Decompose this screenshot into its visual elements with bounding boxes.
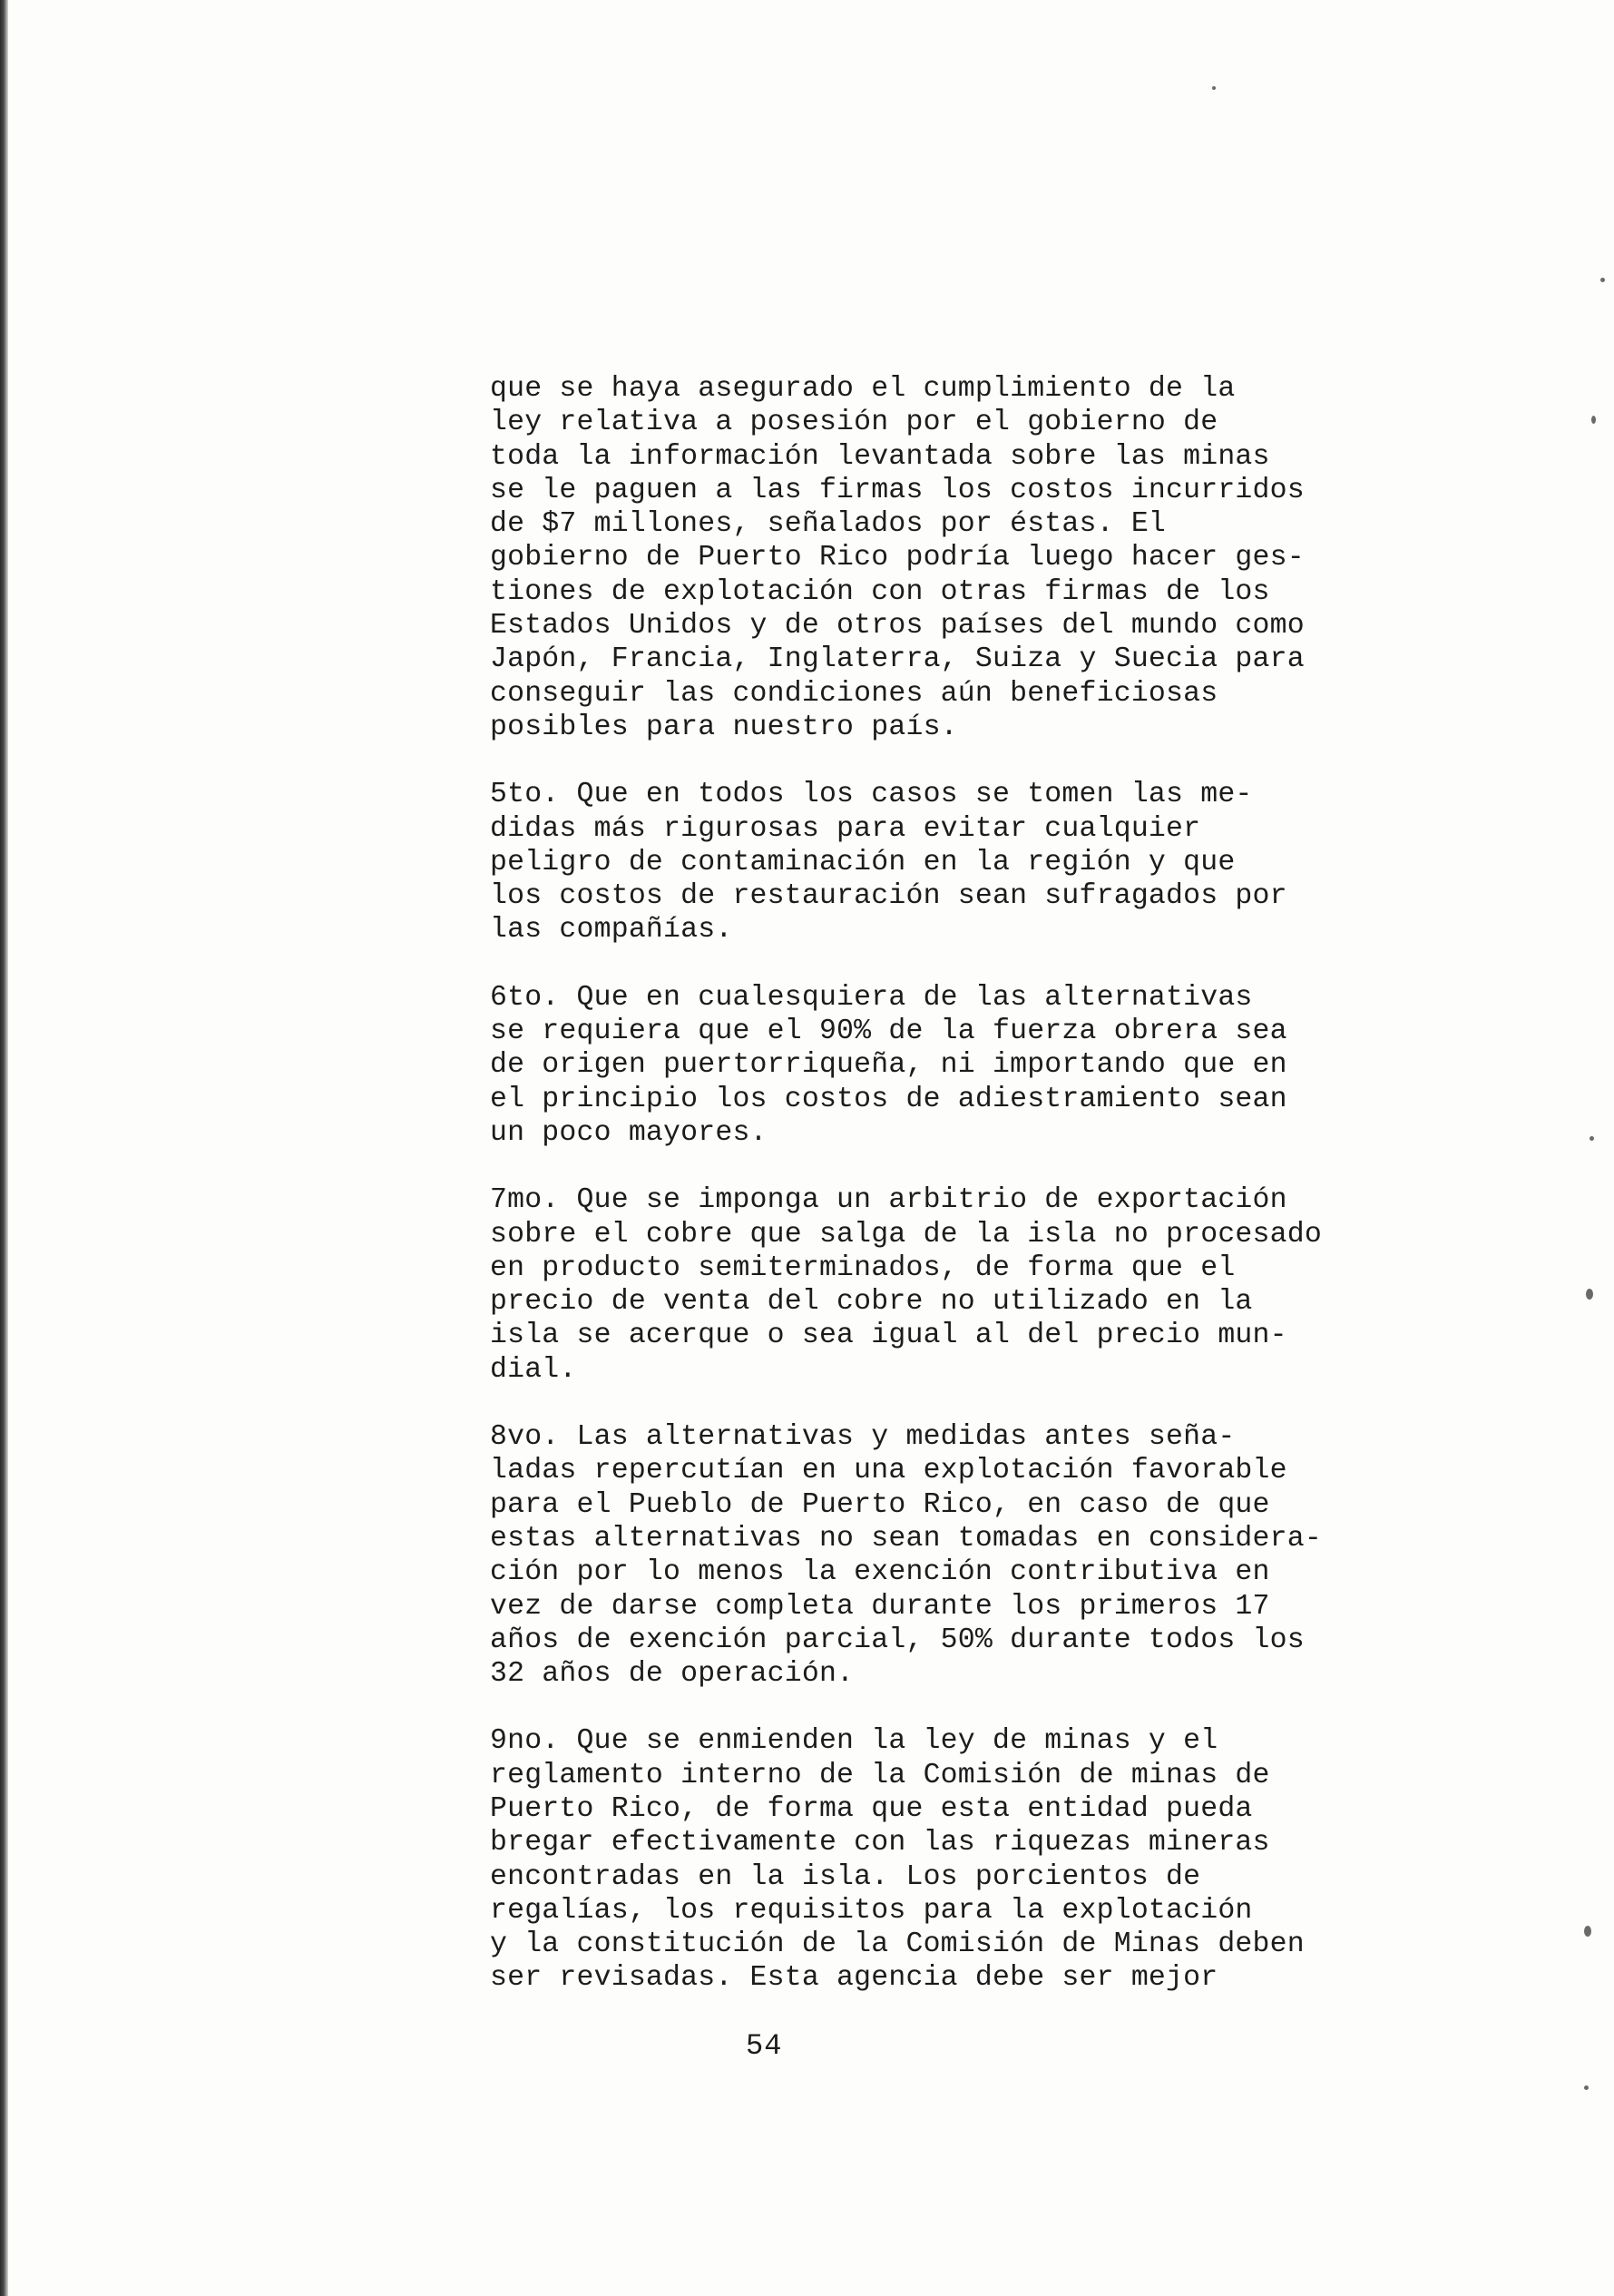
scan-speck — [1212, 86, 1216, 90]
text-line: las compañías. — [490, 914, 733, 947]
text-line: estas alternativas no sean tomadas en considera- — [490, 1522, 1322, 1555]
text-line: precio de venta del cobre no utilizado en la — [490, 1286, 1253, 1319]
paragraph — [490, 1183, 1325, 1387]
text-line: bregar efectivamente con las riquezas mineras — [490, 1827, 1270, 1859]
text-line: Japón, Francia, Inglaterra, Suiza y Suecia para — [490, 643, 1305, 676]
text-line: el principio los costos de adiestramiento sean — [490, 1083, 1287, 1115]
text-line: regalías, los requisitos para la explotación — [490, 1894, 1253, 1927]
text-line: 8vo. Las alternativas y medidas antes seña- — [490, 1421, 1236, 1454]
text-line: y la constitución de la Comisión de Minas deben — [490, 1928, 1305, 1961]
text-line: posibles para nuestro país. — [490, 711, 958, 743]
text-line: encontradas en la isla. Los porcientos de — [490, 1860, 1201, 1893]
scan-speck — [1600, 278, 1605, 282]
text-line: 7mo. Que se imponga un arbitrio de exportación — [490, 1184, 1287, 1217]
text-line: ladas repercutían en una explotación favorable — [490, 1455, 1287, 1487]
scan-speck — [1584, 1926, 1591, 1937]
paragraph — [490, 1420, 1325, 1691]
paragraph — [490, 372, 1325, 744]
text-line: que se haya asegurado el cumplimiento de la — [490, 373, 1236, 405]
text-line: 9no. Que se enmienden la ley de minas y el — [490, 1725, 1218, 1758]
text-line: tiones de explotación con otras firmas de los — [490, 575, 1270, 608]
text-line: un poco mayores. — [490, 1116, 768, 1149]
text-line: conseguir las condiciones aún beneficiosas — [490, 677, 1218, 710]
text-line: peligro de contaminación en la región y que — [490, 846, 1236, 878]
text-line: ción por lo menos la exención contributiva en — [490, 1556, 1270, 1589]
text-line: gobierno de Puerto Rico podría luego hacer ges- — [490, 542, 1305, 574]
text-line: didas más rigurosas para evitar cualquier — [490, 812, 1201, 845]
text-line: 32 años de operación. — [490, 1658, 855, 1691]
text-line: ser revisadas. Esta agencia debe ser mejor — [490, 1962, 1218, 1995]
paragraph — [490, 981, 1325, 1150]
text-line: reglamento interno de la Comisión de minas de — [490, 1759, 1270, 1791]
document-body — [490, 372, 1325, 1996]
text-line: de $7 millones, señalados por éstas. El — [490, 508, 1167, 541]
text-line: sobre el cobre que salga de la isla no procesado — [490, 1218, 1322, 1251]
text-line: se requiera que el 90% de la fuerza obrera sea — [490, 1016, 1287, 1048]
text-line: dial. — [490, 1353, 577, 1386]
text-line: vez de darse completa durante los primeros 17 — [490, 1590, 1270, 1623]
text-line: toda la información levantada sobre las minas — [490, 440, 1270, 473]
text-line: 5to. Que en todos los casos se tomen las me- — [490, 779, 1253, 811]
paragraph — [490, 1724, 1325, 1995]
scan-speck — [1586, 1289, 1593, 1300]
text-line: en producto semiterminados, de forma que el — [490, 1251, 1236, 1284]
text-line: se le paguen a las firmas los costos incurridos — [490, 474, 1305, 506]
text-line: ley relativa a posesión por el gobierno de — [490, 407, 1218, 439]
scan-speck — [1591, 416, 1596, 424]
scan-edge — [0, 0, 8, 2296]
text-line: los costos de restauración sean sufragados por — [490, 880, 1287, 913]
text-line: Estados Unidos y de otros países del mundo como — [490, 610, 1305, 643]
text-line: años de exención parcial, 50% durante todos los — [490, 1624, 1305, 1656]
page-number: 54 — [746, 2029, 783, 2063]
scan-speck — [1590, 1136, 1594, 1141]
text-line: de origen puertorriqueña, ni importando que en — [490, 1049, 1287, 1082]
text-line: isla se acerque o sea igual al del precio mun- — [490, 1320, 1287, 1352]
paragraph — [490, 778, 1325, 947]
text-line: Puerto Rico, de forma que esta entidad pueda — [490, 1792, 1253, 1825]
scan-speck — [1584, 2085, 1589, 2090]
text-line: 6to. Que en cualesquiera de las alternativas — [490, 981, 1253, 1014]
text-line: para el Pueblo de Puerto Rico, en caso de que — [490, 1488, 1270, 1521]
